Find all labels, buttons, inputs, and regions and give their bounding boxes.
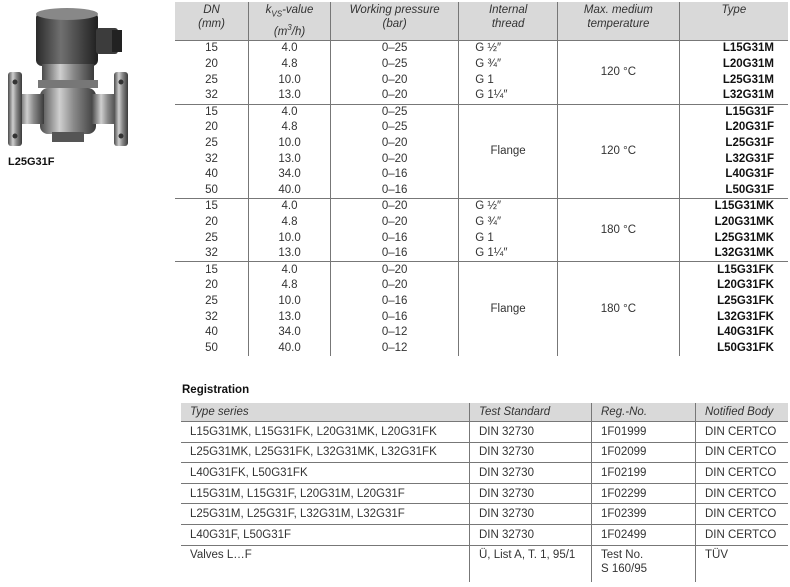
dn-cell: 15 <box>175 104 249 120</box>
test-standard-cell: DIN 32730 <box>470 422 592 443</box>
temperature-cell: 120 °C <box>558 104 680 199</box>
registration-title: Registration <box>182 384 250 396</box>
type-cell: L40G31F <box>679 167 788 183</box>
header-type-series: Type series <box>181 403 470 422</box>
spec-row <box>175 246 788 262</box>
pressure-cell: 0–16 <box>331 182 459 198</box>
pressure-cell: 0–20 <box>331 72 459 88</box>
reg-no-cell: 1F02099 <box>592 442 696 463</box>
pressure-cell: 0–12 <box>331 340 459 356</box>
reg-no-cell: 1F02199 <box>592 463 696 484</box>
test-standard-cell: DIN 32730 <box>470 442 592 463</box>
pressure-cell: 0–16 <box>331 230 459 246</box>
pressure-cell: 0–25 <box>331 57 459 73</box>
type-cell: L50G31F <box>679 182 788 198</box>
type-cell: L32G31M <box>679 88 788 104</box>
header-temperature: Max. medium temperature <box>558 2 680 41</box>
type-cell: L15G31F <box>679 104 788 120</box>
header-dn: DN (mm) <box>175 2 249 41</box>
dn-cell: 15 <box>175 262 249 278</box>
type-cell: L25G31MK <box>679 230 788 246</box>
kvs-cell: 10.0 <box>249 72 331 88</box>
type-cell: L15G31FK <box>679 262 788 278</box>
dn-cell: 15 <box>175 41 249 57</box>
thread-cell: G 1¼″ <box>459 88 558 104</box>
notified-body-cell: DIN CERTCO <box>696 422 789 443</box>
registration-row <box>181 545 788 582</box>
kvs-cell: 4.0 <box>249 41 331 57</box>
spec-row <box>175 230 788 246</box>
type-cell: L40G31FK <box>679 325 788 341</box>
dn-cell: 25 <box>205 231 218 244</box>
type-cell: L20G31FK <box>679 278 788 294</box>
pressure-cell: 0–20 <box>331 136 459 152</box>
kvs-cell: 4.8 <box>249 57 331 73</box>
registration-row <box>181 463 788 484</box>
registration-header-row <box>181 403 788 422</box>
dn-cell: 20 <box>205 215 218 228</box>
dn-cell: 32 <box>205 89 218 102</box>
spec-row <box>175 41 788 57</box>
connection-cell: Flange <box>459 104 558 199</box>
test-standard-cell: DIN 32730 <box>470 483 592 504</box>
pressure-cell: 0–16 <box>331 167 459 183</box>
dn-cell: 40 <box>205 326 218 339</box>
test-standard-cell: DIN 32730 <box>470 504 592 525</box>
type-cell: L32G31FK <box>679 309 788 325</box>
type-cell: L25G31M <box>679 72 788 88</box>
type-cell: L50G31FK <box>679 340 788 356</box>
kvs-cell: 13.0 <box>249 246 331 262</box>
kvs-cell: 4.8 <box>249 215 331 231</box>
pressure-cell: 0–20 <box>331 278 459 294</box>
spec-row <box>175 104 788 120</box>
dn-cell: 20 <box>205 121 218 134</box>
kvs-cell: 10.0 <box>249 230 331 246</box>
header-kvs: $k_{VS}$-value $(m^3/h)$ <box>249 2 331 41</box>
type-cell: L20G31F <box>679 120 788 136</box>
spec-row <box>175 88 788 104</box>
type-cell: L15G31MK <box>679 199 788 215</box>
pressure-cell: 0–20 <box>331 88 459 104</box>
kvs-cell: 4.8 <box>249 120 331 136</box>
registration-table <box>181 403 788 582</box>
header-type: Type <box>679 2 788 41</box>
dn-cell: 20 <box>205 279 218 292</box>
specs-header-row <box>175 2 788 41</box>
notified-body-cell: DIN CERTCO <box>696 442 789 463</box>
type-cell: L32G31MK <box>679 246 788 262</box>
notified-body-cell: TÜV <box>696 545 789 582</box>
pressure-cell: 0–20 <box>331 199 459 215</box>
registration-row <box>181 483 788 504</box>
pressure-cell: 0–25 <box>331 41 459 57</box>
dn-cell: 40 <box>205 168 218 181</box>
temperature-cell: 120 °C <box>558 41 680 104</box>
spec-row <box>175 57 788 73</box>
spec-row <box>175 262 788 278</box>
reg-no-cell: 1F01999 <box>592 422 696 443</box>
type-cell: L20G31MK <box>679 215 788 231</box>
thread-cell: G 1 <box>459 72 558 88</box>
dn-cell: 25 <box>205 73 218 86</box>
type-series-cell: Valves L…F <box>181 545 470 582</box>
header-pressure: Working pressure (bar) <box>331 2 459 41</box>
dn-cell: 15 <box>175 199 249 215</box>
thread-cell: G ½″ <box>459 41 558 57</box>
thread-cell: G ¾″ <box>459 57 558 73</box>
registration-row <box>181 504 788 525</box>
kvs-cell: 13.0 <box>249 88 331 104</box>
kvs-cell: 34.0 <box>249 167 331 183</box>
type-series-cell: L15G31MK, L15G31FK, L20G31MK, L20G31FK <box>181 422 470 443</box>
thread-cell: G 1¼″ <box>459 246 558 262</box>
pressure-cell: 0–20 <box>331 215 459 231</box>
connection-cell: Flange <box>459 262 558 356</box>
type-series-cell: L40G31F, L50G31F <box>181 524 470 545</box>
header-notified-body: Notified Body <box>696 403 789 422</box>
kvs-cell: 13.0 <box>249 151 331 167</box>
dn-cell: 32 <box>205 247 218 260</box>
registration-row <box>181 524 788 545</box>
dn-cell: 50 <box>205 341 218 354</box>
kvs-cell: 40.0 <box>249 182 331 198</box>
type-cell: L25G31FK <box>679 294 788 310</box>
type-series-cell: L25G31MK, L25G31FK, L32G31MK, L32G31FK <box>181 442 470 463</box>
pressure-cell: 0–20 <box>331 262 459 278</box>
spec-row <box>175 72 788 88</box>
kvs-cell: 4.0 <box>249 104 331 120</box>
type-cell: L15G31M <box>679 41 788 57</box>
thread-cell: G 1 <box>459 230 558 246</box>
spec-row <box>175 199 788 215</box>
reg-no-cell: 1F02299 <box>592 483 696 504</box>
reg-no-cell: 1F02399 <box>592 504 696 525</box>
header-test-standard: Test Standard <box>470 403 592 422</box>
pressure-cell: 0–20 <box>331 151 459 167</box>
dn-cell: 25 <box>205 294 218 307</box>
dn-cell: 32 <box>205 152 218 165</box>
header-thread: Internal thread <box>459 2 558 41</box>
header-reg-no: Reg.-No. <box>592 403 696 422</box>
pressure-cell: 0–12 <box>331 325 459 341</box>
kvs-cell: 4.0 <box>249 262 331 278</box>
notified-body-cell: DIN CERTCO <box>696 463 789 484</box>
kvs-cell: 34.0 <box>249 325 331 341</box>
type-cell: L20G31M <box>679 57 788 73</box>
product-caption: L25G31F <box>8 156 55 168</box>
pressure-cell: 0–16 <box>331 309 459 325</box>
temperature-cell: 180 °C <box>558 262 680 356</box>
registration-row <box>181 442 788 463</box>
test-standard-cell: DIN 32730 <box>470 463 592 484</box>
type-series-cell: L40G31FK, L50G31FK <box>181 463 470 484</box>
kvs-cell: 10.0 <box>249 136 331 152</box>
kvs-cell: 13.0 <box>249 309 331 325</box>
type-series-cell: L25G31M, L25G31F, L32G31M, L32G31F <box>181 504 470 525</box>
dn-cell: 32 <box>205 310 218 323</box>
thread-cell: G ½″ <box>459 199 558 215</box>
notified-body-cell: DIN CERTCO <box>696 483 789 504</box>
kvs-cell: 4.0 <box>249 199 331 215</box>
pressure-cell: 0–25 <box>331 120 459 136</box>
type-series-cell: L15G31M, L15G31F, L20G31M, L20G31F <box>181 483 470 504</box>
reg-no-cell: Test No. S 160/95 <box>592 545 696 582</box>
dn-cell: 20 <box>205 58 218 71</box>
type-cell: L32G31F <box>679 151 788 167</box>
spec-row <box>175 215 788 231</box>
kvs-cell: 4.8 <box>249 278 331 294</box>
test-standard-cell: Ü, List A, T. 1, 95/1 <box>470 545 592 582</box>
kvs-cell: 40.0 <box>249 340 331 356</box>
type-cell: L25G31F <box>679 136 788 152</box>
reg-no-cell: 1F02499 <box>592 524 696 545</box>
notified-body-cell: DIN CERTCO <box>696 504 789 525</box>
temperature-cell: 180 °C <box>558 199 680 262</box>
registration-row <box>181 422 788 443</box>
dn-cell: 50 <box>205 183 218 196</box>
notified-body-cell: DIN CERTCO <box>696 524 789 545</box>
kvs-cell: 10.0 <box>249 294 331 310</box>
specifications-table <box>175 2 788 356</box>
valve-product-image <box>0 0 170 200</box>
test-standard-cell: DIN 32730 <box>470 524 592 545</box>
pressure-cell: 0–16 <box>331 246 459 262</box>
pressure-cell: 0–25 <box>331 104 459 120</box>
thread-cell: G ¾″ <box>459 215 558 231</box>
pressure-cell: 0–16 <box>331 294 459 310</box>
dn-cell: 25 <box>205 136 218 149</box>
